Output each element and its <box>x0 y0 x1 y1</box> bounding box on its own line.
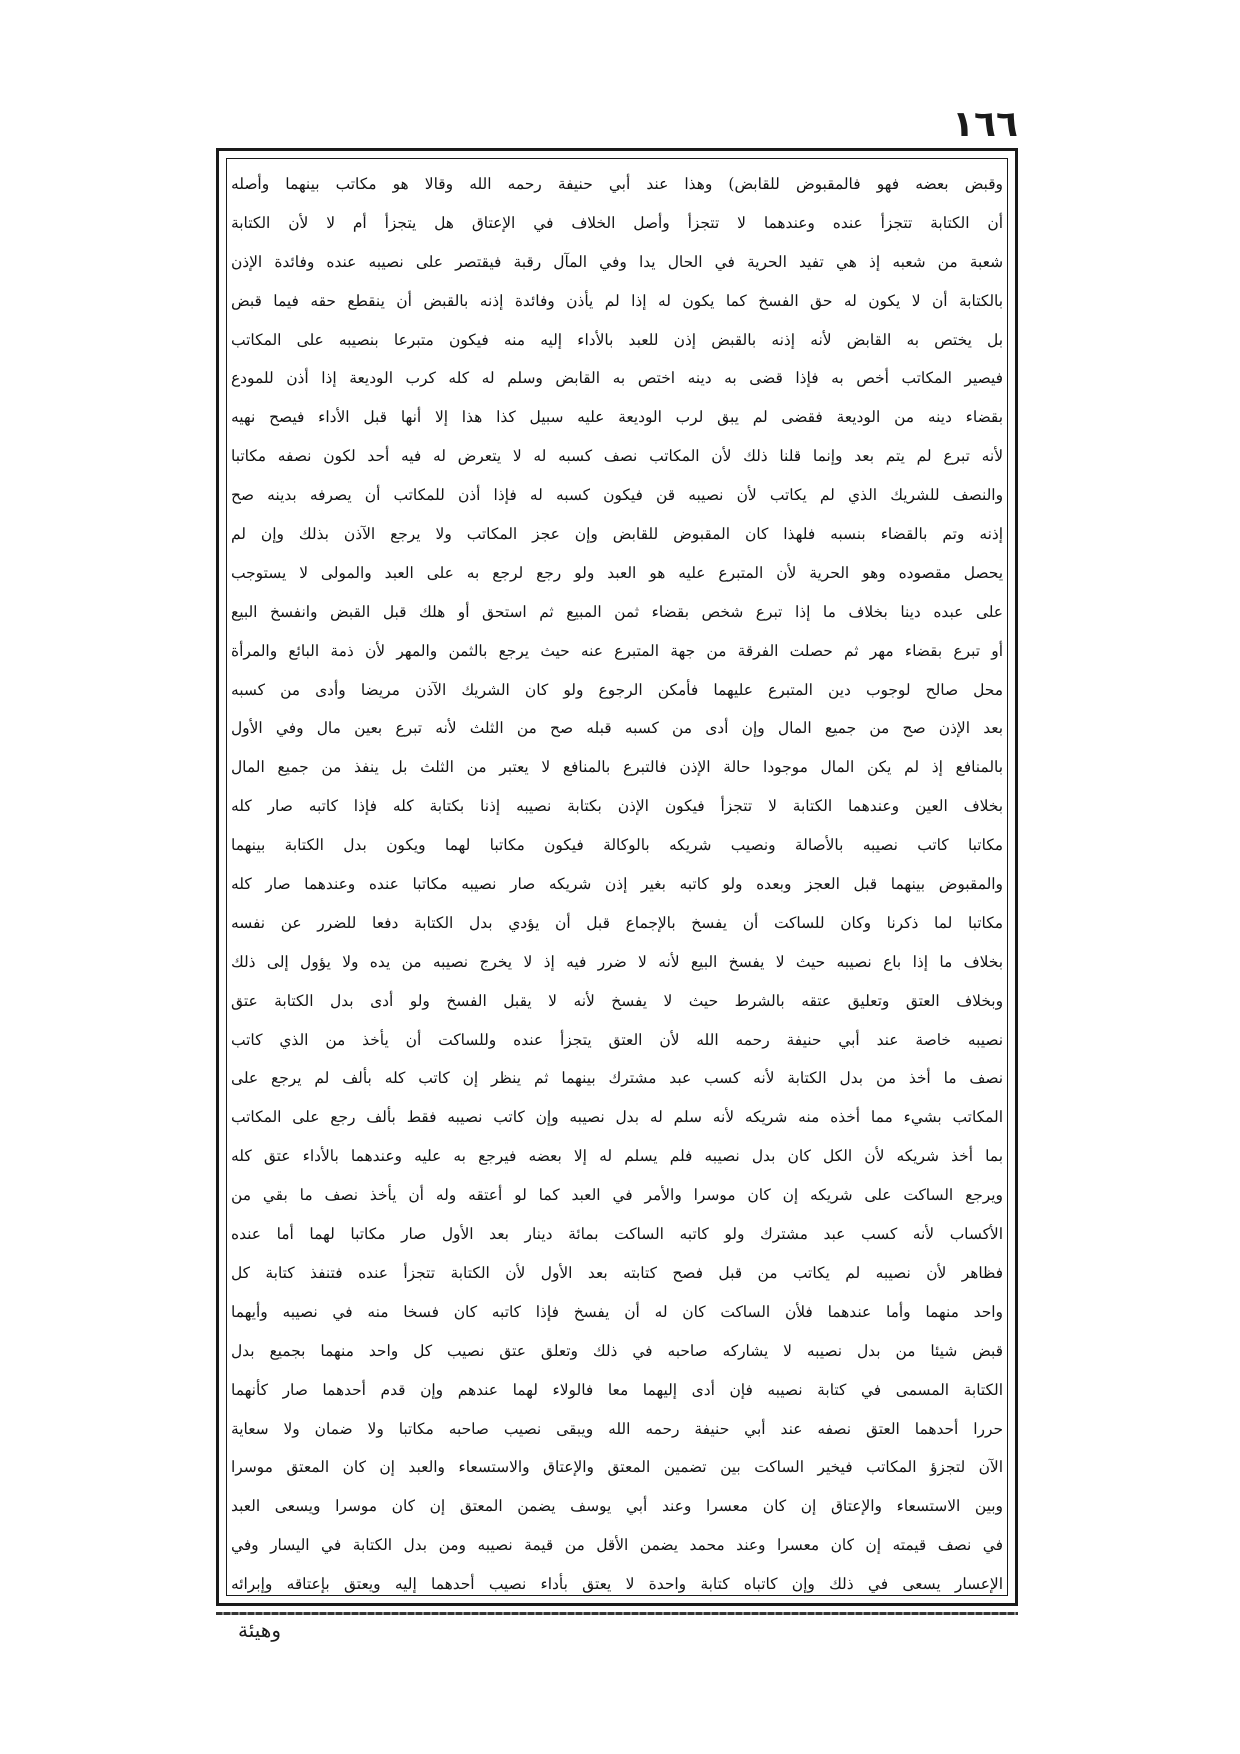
text-line: نصف ما أخذ من بدل الكتابة لأنه كسب عبد مشترك بينهما ثم ينظر إن كاتب كله بألف لم يرجع على <box>231 1069 1003 1088</box>
text-line: وبخلاف العتق وتعليق عتقه بالشرط حيث لا يفسخ لأنه لا يقبل الفسخ ولو أدى بدل الكتابة عتق <box>231 991 1003 1010</box>
text-line: وبين الاستسعاء والإعتاق إن كان معسرا وعند أبي يوسف يضمن المعتق إن كان موسرا ويسعى العبد <box>231 1497 1003 1516</box>
text-line: بخلاف ما إذا باع نصيبه حيث لا يفسخ البيع لأنه لا ضرر فيه إذ لا يخرج نصيبه من يده ولا يؤول إلى ذلك <box>231 952 1003 971</box>
catchword: وهيئة <box>238 1618 281 1642</box>
text-line: بما أخذ شريكه لأن الكل كان بدل نصيبه فلم يسلم له إلا بعضه فيرجع به عليه وعندهما بالأداء عتق كله <box>231 1147 1003 1166</box>
text-line: بالكتابة أن لا يكون له حق الفسخ كما يكون له إذا لم يأذن وفائدة إذنه بالقبض أن ينقطع حقه فيما قبض <box>231 291 1003 310</box>
text-line: الإعسار يسعى في ذلك وإن كاتباه كتابة واحدة لا يعتق بأداء نصيب أحدهما إليه ويعتق بإعتاقه وإبرائه <box>231 1575 1003 1593</box>
text-line: يحصل مقصوده وهو الحرية لأن المتبرع عليه هو العبد ولو رجع لرجع به على العبد والمولى لا يستوجب <box>231 563 1003 582</box>
text-line: المكاتب بشيء مما أخذه منه شريكه لأنه سلم له بدل نصيبه وإن كاتب نصيبه فقط بألف رجع على المكاتب <box>231 1108 1003 1127</box>
text-line: وقبض بعضه فهو فالمقبوض للقابض) وهذا عند أبي حنيفة رحمه الله وقالا هو مكاتب بينهما وأصله <box>231 175 1003 193</box>
text-line: واحد منهما وأما عندهما فلأن الساكت كان له أن يفسخ فإذا كاتبه كان فسخا منه في نصيبه وأيهما <box>231 1302 1003 1321</box>
text-line: فيصير المكاتب أخص به فإذا قضى به دينه اختص به القابض وسلم له كله كرب الوديعة إذا أذن للمودع <box>231 369 1003 388</box>
text-line: نصيبه خاصة عند أبي حنيفة رحمه الله لأن العتق يتجزأ عنده وللساكت أن يأخذ من الذي كاتب <box>231 1030 1003 1049</box>
text-line: بخلاف العين وعندهما الكتابة لا تتجزأ فيكون الإذن بكتابة نصيبه إذنا بكتابة كله فإذا كاتبه صار كله <box>231 797 1003 816</box>
text-line: مكاتبا لما ذكرنا وكان للساكت أن يفسخ بالإجماع قبل أن يؤدي بدل الكتابة دفعا للضرر عن نفسه <box>231 913 1003 932</box>
text-line: مكاتبا كاتب نصيبه بالأصالة ونصيب شريكه بالوكالة فيكون مكاتبا لهما ويكون بدل الكتابة بينهما <box>231 836 1003 855</box>
bottom-rule <box>216 1612 1018 1615</box>
text-line: محل صالح لوجوب دين المتبرع عليهما فأمكن الرجوع ولو كان الشريك الآذن مريضا وأدى من كسبه <box>231 680 1003 699</box>
text-body <box>231 165 1003 1593</box>
text-line: قبض شيئا من بدل نصيبه لا يشاركه صاحبه في ذلك وتعلق عتق نصيب كل واحد منهما بجميع بدل <box>231 1341 1003 1360</box>
text-line: على عبده دينا بخلاف ما إذا تبرع شخص بقضاء ثمن المبيع ثم استحق أو هلك قبل القبض وانفسخ البيع <box>231 602 1003 621</box>
text-line: أو تبرع بقضاء مهر ثم حصلت الفرقة من جهة المتبرع عنه حيث يرجع بالثمن والمهر لأن ذمة البائع والمرأة <box>231 641 1003 660</box>
text-line: والمقبوض بينهما قبل العجز وبعده ولو كاتبه بغير إذن شريكه صار نصيبه مكاتبا عنده وعندهما صار كله <box>231 875 1003 894</box>
text-line: بقضاء دينه من الوديعة فقضى لم يبق لرب الوديعة عليه سبيل كذا هذا إلا أنها قبل الأداء فيصح نهيه <box>231 408 1003 427</box>
text-line: الكتابة المسمى في كتابة نصيبه فإن أدى إليهما معا فالولاء لهما عندهم وإن قدم أحدهما صار كأنهما <box>231 1380 1003 1399</box>
text-line: والنصف للشريك الذي لم يكاتب لأن نصيبه قن فيكون كسبه له فإذا أذن للمكاتب أن يصرفه بدينه صح <box>231 486 1003 505</box>
text-line: بعد الإذن صح من جميع المال وإن أدى من كسبه قبله صح من الثلث لأنه تبرع بعين مال وفي الأول <box>231 719 1003 738</box>
text-line: إذنه وتم بالقضاء بنسبه فلهذا كان المقبوض للقابض وإن عجز المكاتب ولا يرجع الآذن بذلك وإن لم <box>231 525 1003 544</box>
text-line: ويرجع الساكت على شريكه إن كان موسرا والأمر في العبد كما لو أعتقه وله أن يأخذ نصف ما بقي من <box>231 1186 1003 1205</box>
text-frame <box>216 148 1018 1606</box>
text-line: بالمنافع إذ لم يكن المال موجودا حالة الإذن فالتبرع بالمنافع لا يعتبر من الثلث بل ينفذ من جميع المال <box>231 758 1003 777</box>
text-line: في نصف قيمته إن كان معسرا وعند محمد يضمن الأقل من قيمة نصيبه ومن بدل الكتابة في اليسار وفي <box>231 1536 1003 1555</box>
text-line: بل يختص به القابض لأنه إذنه بالقبض إذن للعبد بالأداء إليه منه فيكون متبرعا بنصيبه على المكاتب <box>231 330 1003 349</box>
text-line: حررا أحدهما العتق نصفه عند أبي حنيفة رحمه الله ويبقى نصيب صاحبه مكاتبا ولا ضمان ولا سعاية <box>231 1419 1003 1438</box>
text-line: الآن لتجزؤ المكاتب فيخير الساكت بين تضمين المعتق والإعتاق والاستسعاء والعبد إن كان المعتق موسرا <box>231 1458 1003 1477</box>
text-line: شعبة من شعبه إذ هي تفيد الحرية في الحال يدا وفي المآل رقبة فيقتصر على نصيبه عنده وفائدة الإذن <box>231 252 1003 271</box>
text-line: الأكساب لأنه كسب عبد مشترك ولو كاتبه الساكت بمائة دينار بعد الأول صار مكاتبا لهما أما عنده <box>231 1225 1003 1244</box>
text-line: لأنه تبرع لم يتم بعد وإنما قلنا ذلك لأن المكاتب نصف كسبه له لا يتعرض له فيه أحد لكون نصفه مكاتبا <box>231 447 1003 466</box>
page-number: ١٦٦ <box>952 104 1018 145</box>
text-line: أن الكتابة تتجزأ عنده وعندهما لا تتجزأ وأصل الخلاف في الإعتاق هل يتجزأ أم لا لأن الكتابة <box>231 213 1003 232</box>
text-line: فظاهر لأن نصيبه لم يكاتب من قبل فصح كتابته بعد الأول لأن الكتابة تتجزأ عنده فتنفذ كتابة كل <box>231 1263 1003 1282</box>
